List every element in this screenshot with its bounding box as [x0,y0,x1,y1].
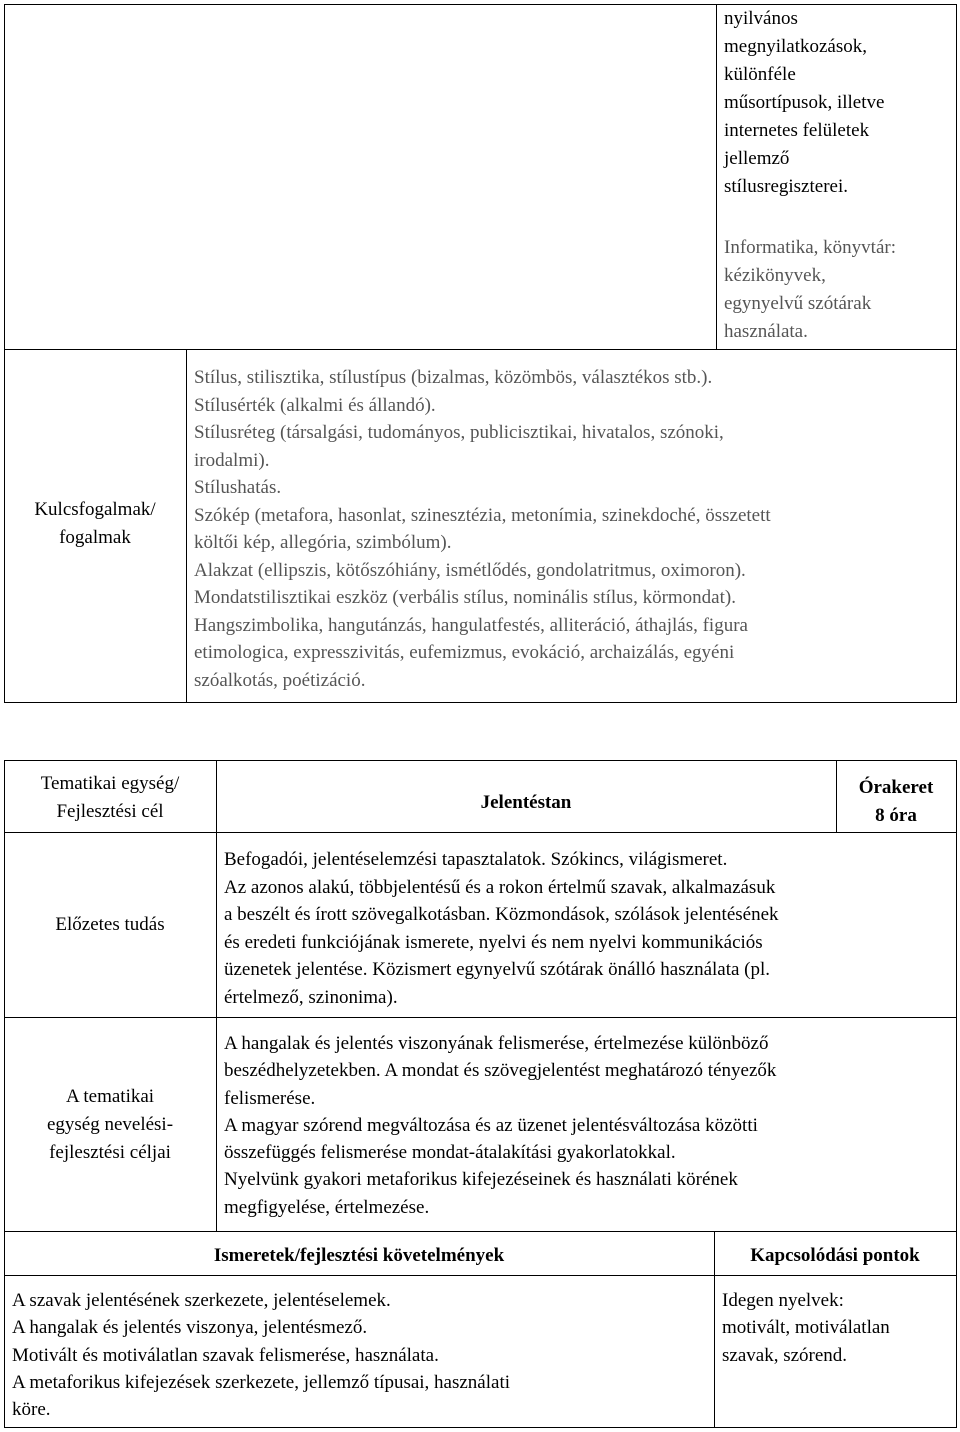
key-label-line: Kulcsfogalmak/ [34,499,156,520]
key-concept-line: költői kép, allegória, szimbólum). [194,532,452,553]
requirements-header: Ismeretek/fejlesztési követelmények [213,1245,505,1266]
key-concept-line: Stílusérték (alkalmi és állandó). [194,394,436,416]
top-table-border-left [4,4,5,703]
top-table-border-bottom [4,702,957,703]
key-concept-line: Stílusréteg (társalgási, tudományos, publicisztikai, hivatalos, szónoki, [194,422,724,443]
req-line: Motivált és motiválatlan szavak felismerése, használata. [12,1344,439,1366]
prior-line: és eredeti funkciójának ismerete, nyelvi és nem nyelvi kommunikációs [224,931,763,953]
goals-line: megfigyelése, értelmezése. [224,1196,430,1218]
goals-line: Nyelvünk gyakori metaforikus kifejezéseinek és használati körének [224,1169,738,1191]
goals-label-line: fejlesztési céljai [49,1142,171,1163]
req-line: A metaforikus kifejezések szerkezete, jellemző típusai, használati [12,1371,511,1393]
goals-line: felismerése. [224,1087,316,1109]
row-divider-header [4,832,957,833]
links-line: motivált, motiválatlan [722,1317,890,1339]
connections-header: Kapcsolódási pontok [750,1245,920,1266]
hours-cell [836,776,956,828]
key-label-line: fogalmak [59,527,131,548]
label-col-divider [216,760,217,1232]
goals-label-line: egység nevelési- [46,1114,174,1135]
unit-table-border-bottom [4,1427,957,1428]
links-line: szavak, szórend. [722,1344,848,1366]
top-table-border-top [4,4,957,5]
prior-line: Befogadói, jelentéselemzési tapasztalatok. Szókincs, világismeret. [224,849,728,870]
cont-line: jellemző [724,148,790,169]
requirements-text [12,1287,712,1423]
goals-label-line: A tematikai [65,1086,155,1107]
key-concept-line: Szókép (metafora, hasonlat, szinesztézia, metonímia, szinekdoché, összetett [194,504,771,526]
top-table-border-right [956,4,957,703]
key-concept-line: Stílushatás. [194,477,282,498]
note-line: kézikönyvek, [724,265,826,286]
unit-goals-text [224,1030,954,1221]
unit-table-border-top [4,760,957,761]
unit-header-label [4,772,216,824]
cont-line: különféle [724,64,796,85]
key-concepts-list [194,364,954,694]
req-line: köre. [12,1399,51,1421]
prior-knowledge-label: Előzetes tudás [55,914,165,935]
hours-label: Órakeret [858,777,934,798]
prior-line: a beszélt és írott szövegalkotásban. Közmondások, szólások jelentésének [224,904,779,925]
note-line: Informatika, könyvtár: [724,237,897,258]
hours-value: 8 óra [875,805,917,826]
key-concept-line: Stílus, stilisztika, stílustípus (bizalmas, közömbös, választékos stb.). [194,367,713,388]
key-col-divider [186,349,187,703]
header-label-line: Fejlesztési cél [56,801,164,822]
key-concept-line: irodalmi). [194,449,270,471]
goals-line: A magyar szórend megváltozása és az üzenet jelentésváltozása közötti [224,1114,758,1136]
key-concept-line: Hangszimbolika, hangutánzás, hangulatfestés, alliteráció, áthajlás, figura [194,614,748,636]
unit-goals-label [4,1083,216,1167]
top-table-row-divider [4,349,957,350]
cont-line: műsortípusok, illetve [724,92,885,113]
key-concepts-label [4,498,186,550]
key-concept-line: etimologica, expresszivitás, eufemizmus, evokáció, archaizálás, egyéni [194,642,735,663]
prior-line: értelmező, szinonima). [224,986,398,1008]
note-line: egynyelvű szótárak [724,293,872,314]
cont-line: internetes felületek [724,120,870,141]
row-divider-goals [4,1231,957,1232]
row-divider-prior [4,1017,957,1018]
row-divider-req-header [4,1275,957,1276]
unit-title: Jelentéstan [480,792,572,813]
prior-line: üzenetek jelentése. Közismert egynyelvű szótárak önálló használata (pl. [224,959,771,980]
key-concept-line: Mondatstilisztikai eszköz (verbális stílus, nominális stílus, körmondat). [194,587,736,608]
key-concept-line: szóalkotás, poétizáció. [194,669,366,691]
links-line: Idegen nyelvek: [722,1290,844,1311]
goals-line: összefüggés felismerése mondat-átalakítási gyakorlatokkal. [224,1142,676,1164]
cont-line: megnyilatkozások, [724,36,867,57]
note-line: használata. [724,321,808,342]
req-line: A szavak jelentésének szerkezete, jelentéselemek. [12,1290,391,1311]
goals-line: A hangalak és jelentés viszonyának felismerése, értelmezése különböző [224,1033,769,1054]
header-label-line: Tematikai egység/ [40,773,180,794]
subject-continuation-cell [724,7,954,199]
cont-line: stílusregiszterei. [724,176,848,197]
prior-line: Az azonos alakú, többjelentésű és a rokon értelmű szavak, alkalmazásuk [224,876,776,898]
connections-text [722,1287,954,1369]
req-line: A hangalak és jelentés viszonya, jelentésmező. [12,1317,368,1339]
unit-table-border-right [956,760,957,1428]
cont-line: nyilvános [724,8,798,29]
key-concept-line: Alakzat (ellipszis, kötőszóhiány, ismétlődés, gondolatritmus, oximoron). [194,559,746,581]
goals-line: beszédhelyzetekben. A mondat és szövegjelentést meghatározó tényezők [224,1060,777,1082]
top-table-col-divider [716,4,717,349]
prior-knowledge-text [224,846,954,1011]
connection-note-cell [724,236,956,344]
